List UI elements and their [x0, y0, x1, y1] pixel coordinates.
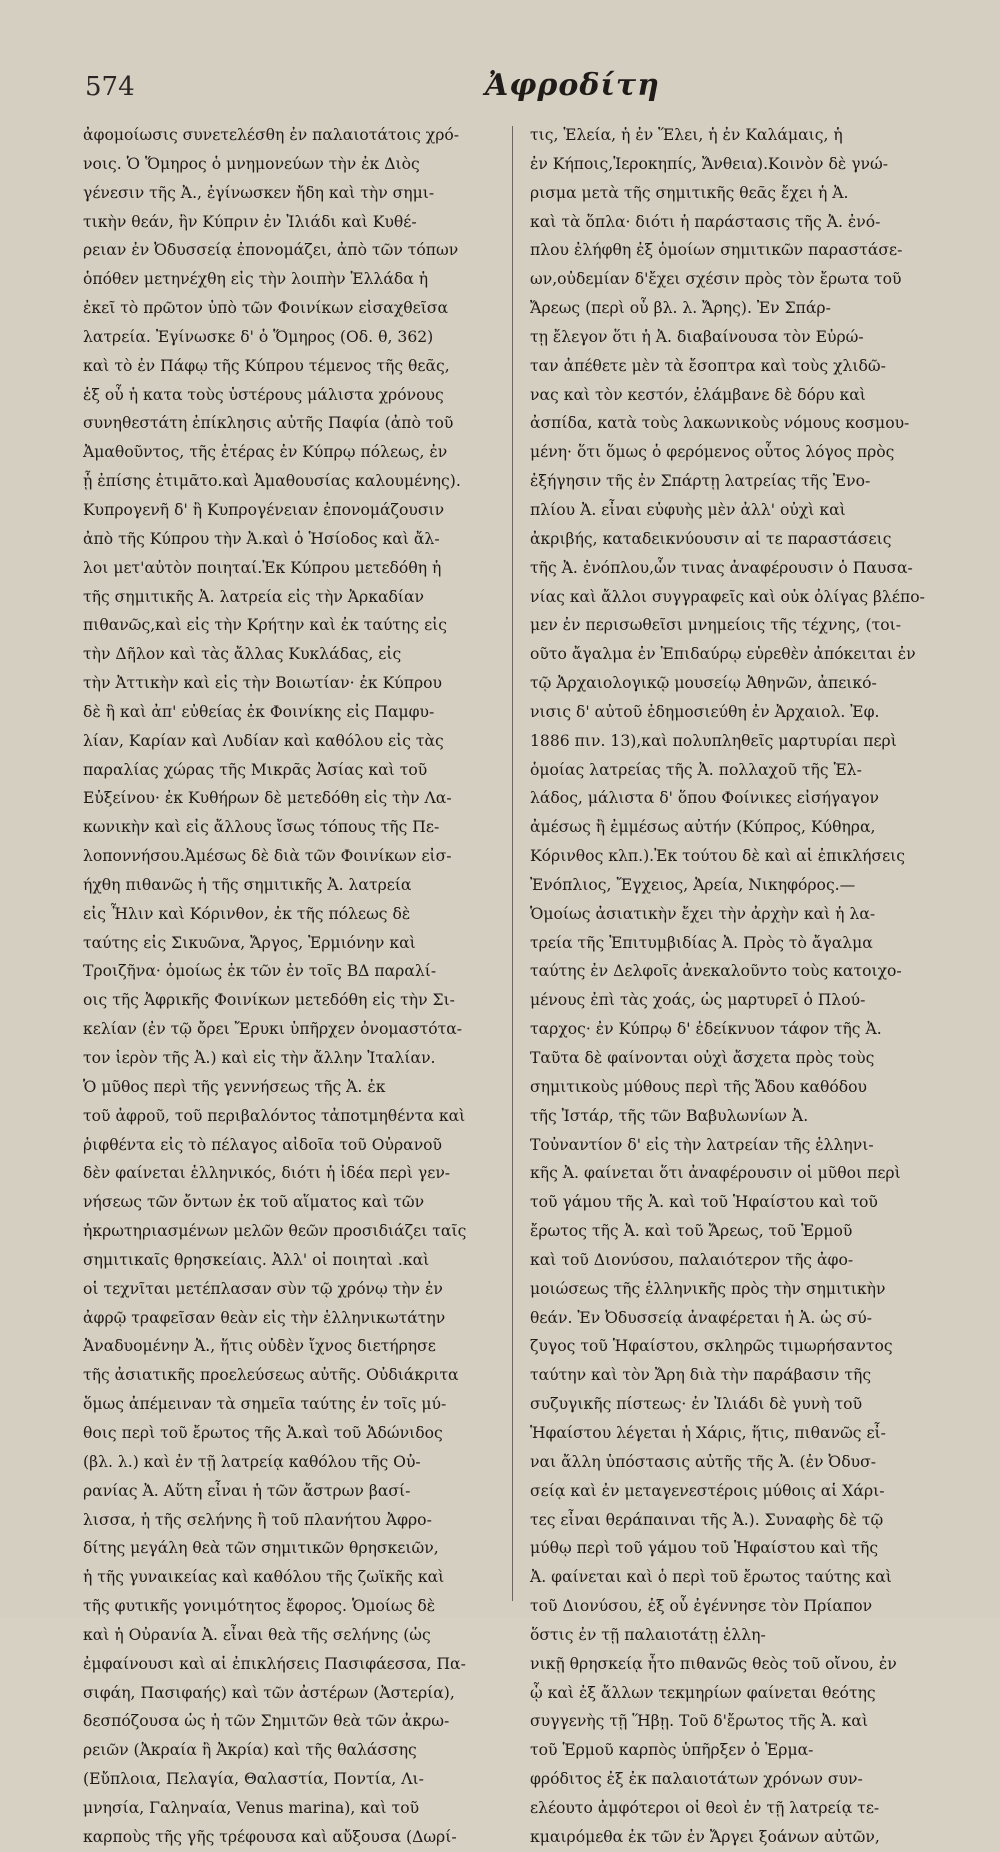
page-header: [85, 62, 940, 112]
column-divider: [512, 126, 513, 1601]
right-column-text: τις, Ἑλεία, ἡ ἐν Ἕλει, ἡ ἐν Καλάμαις, ἡ ἐν Κήποις,Ἱεροκηπίς, Ἄνθεια).Κοινὸν δὲ γνώ- ρισμα μετὰ τῆς σημιτικῆς θεᾶς ἔχει ἡ Ἀ. καὶ τὰ ὅπλα· διότι ἡ παράστασις τῆς Ἀ. ἐνό- πλου ἐλήφθη ἐξ ὁμοίων σημιτικῶν παραστάσε- ων,οὐδεμίαν δ'ἔχει σχέσιν πρὸς τὸν ἔρωτα τοῦ Ἄρεως (περὶ οὗ βλ. λ. Ἄρης). Ἐν Σπάρ- τῃ ἔλεγον ὅτι ἡ Ἀ. διαβαίνουσα τὸν Εὐρώ- ταν ἀπέθετε μὲν τὰ ἔσοπτρα καὶ τοὺς χλιδῶ- νας καὶ τὸν κεστόν, ἐλάμβανε δὲ δόρυ καὶ ἀσπίδα, κατὰ τοὺς λακωνικοὺς νόμους κοσμου- μένη· ὅτι ὅμως ὁ φερόμενος οὗτος λόγος πρὸς ἐξήγησιν τῆς ἐν Σπάρτῃ λατρείας τῆς Ἐνο- πλίου Ἀ. εἶναι εὐφυὴς μὲν ἀλλ' οὐχὶ καὶ ἀκριβής, καταδεικνύουσιν αἱ τε παραστάσεις τῆς Ἀ. ἐνόπλου,ὧν τινας ἀναφέρουσιν ὁ Παυσα- νίας καὶ ἄλλοι συγγραφεῖς καὶ οὐκ ὀλίγας βλέπο- μεν ἐν περισωθεῖσι μνημείοις τῆς τέχνης, (τοι- οῦτο ἄγαλμα ἐν Ἐπιδαύρῳ εὑρεθὲν ἀπόκειται ἐν τῷ Ἀρχαιολογικῷ μουσείῳ Ἀθηνῶν, ἀπεικό- νισις δ' αὐτοῦ ἐδημοσιεύθη ἐν Ἀρχαιολ. Ἐφ. 1886 πιν. 13),καὶ πολυπληθεῖς μαρτυρίαι περὶ ὁμοίας λατρείας τῆς Ἀ. πολλαχοῦ τῆς Ἑλ- λάδος, μάλιστα δ' ὅπου Φοίνικες εἰσήγαγον ἀμέσως ἢ ἐμμέσως αὐτήν (Κύπρος, Κύθηρα, Κόρινθος κλπ.).Ἐκ τούτου δὲ καὶ αἱ ἐπικλήσεις Ἐνόπλιος, Ἔγχειος, Ἀρεία, Νικηφόρος.— Ὁμοίως ἀσιατικὴν ἔχει τὴν ἀρχὴν καὶ ἡ λα- τρεία τῆς Ἐπιτυμβιδίας Ἀ. Πρὸς τὸ ἄγαλμα ταύτης ἐν Δελφοῖς ἀνεκαλοῦντο τοὺς κατοιχο- μένους ἐπὶ τὰς χοάς, ὡς μαρτυρεῖ ὁ Πλού- ταρχος· ἐν Κύπρῳ δ' ἐδείκνυον τάφον τῆς Ἀ. Ταῦτα δὲ φαίνονται οὐχὶ ἄσχετα πρὸς τοὺς σημιτικοὺς μύθους περὶ τῆς Ἄδου καθόδου τῆς Ἰστάρ, τῆς τῶν Βαβυλωνίων Ἀ. Τοὐναντίον δ' εἰς τὴν λατρείαν τῆς ἑλληνι- κῆς Ἀ. φαίνεται ὅτι ἀναφέρουσιν οἱ μῦθοι περὶ τοῦ γάμου τῆς Ἀ. καὶ τοῦ Ἡφαίστου καὶ τοῦ ἔρωτος τῆς Ἀ. καὶ τοῦ Ἄρεως, τοῦ Ἑρμοῦ καὶ τοῦ Διονύσου, παλαιότερον τῆς ἀφο- μοιώσεως τῆς ἑλληνικῆς πρὸς τὴν σημιτικὴν θεάν. Ἐν Ὀδυσσείᾳ ἀναφέρεται ἡ Ἀ. ὡς σύ- ζυγος τοῦ Ἡφαίστου, σκληρῶς τιμωρήσαντος ταύτην καὶ τὸν Ἄρη διὰ τὴν παράβασιν τῆς συζυγικῆς πίστεως· ἐν Ἰλιάδι δὲ γυνὴ τοῦ Ἡφαίστου λέγεται ἡ Χάρις, ἥτις, πιθανῶς εἶ- ναι ἄλλη ὑπόστασις αὐτῆς τῆς Ἀ. (ἐν Ὀδυσ- σείᾳ καὶ ἐν μεταγενεστέροις μύθοις αἱ Χάρι- τες εἶναι θεράπαιναι τῆς Ἀ.). Συναφὴς δὲ τῷ μύθῳ περὶ τοῦ γάμου τοῦ Ἡφαίστου καὶ τῆς Ἀ. φαίνεται καὶ ὁ περὶ τοῦ ἔρωτος ταύτης καὶ τοῦ Διονύσου, ἐξ οὗ ἐγέννησε τὸν Πρίαπον ὅστις ἐν τῇ παλαιοτάτῃ ἑλλη- νικῇ θρησκείᾳ ἦτο πιθανῶς θεὸς τοῦ οἴνου, ἐν ᾧ καὶ ἐξ ἄλλων τεκμηρίων φαίνεται θεότης συγγενὴς τῇ Ἥβῃ. Τοῦ δ'ἔρωτος τῆς Ἀ. καὶ τοῦ Ἑρμοῦ καρπὸς ὑπῆρξεν ὁ Ἑρμα- φρόδιτος ἐξ ἐκ παλαιοτάτων χρόνων συν- ελέουτο ἀμφότεροι οἱ θεοὶ ἐν τῇ λατρείᾳ τε- κμαιρόμεθα ἐκ τῶν ἐν Ἄργει ξοάνων αὐτῶν,: [530, 126, 925, 1846]
left-column: [83, 121, 501, 1852]
right-column: [530, 121, 952, 1852]
left-column-text: ἀφομοίωσις συνετελέσθη ἐν παλαιοτάτοις χρό- νοις. Ὁ Ὅμηρος ὁ μνημονεύων τὴν ἐκ Διὸς γένεσιν τῆς Ἀ., ἐγίνωσκεν ἤδη καὶ τὴν σημι- τικὴν θεάν, ἣν Κύπριν ἐν Ἰλιάδι καὶ Κυθέ- ρειαν ἐν Ὀδυσσείᾳ ἐπονομάζει, ἀπὸ τῶν τόπων ὁπόθεν μετηνέχθη εἰς τὴν λοιπὴν Ἑλλάδα ἡ ἐκεῖ τὸ πρῶτον ὑπὸ τῶν Φοινίκων εἰσαχθεῖσα λατρεία. Ἐγίνωσκε δ' ὁ Ὅμηρος (Οδ. θ, 362) καὶ τὸ ἐν Πάφῳ τῆς Κύπρου τέμενος τῆς θεᾶς, ἐξ οὗ ἡ κατα τοὺς ὑστέρους μάλιστα χρόνους συνηθεστάτη ἐπίκλησις αὐτῆς Παφία (ἀπὸ τοῦ Ἀμαθοῦντος, τῆς ἑτέρας ἐν Κύπρῳ πόλεως, ἐν ᾗ ἐπίσης ἐτιμᾶτο.καὶ Ἀμαθουσίας καλουμένης). Κυπρογενῆ δ' ἢ Κυπρογένειαν ἐπονομάζουσιν ἀπὸ τῆς Κύπρου τὴν Ἀ.καὶ ὁ Ἡσίοδος καὶ ἄλ- λοι μετ'αὐτὸν ποιηταί.Ἐκ Κύπρου μετεδόθη ἡ τῆς σημιτικῆς Ἀ. λατρεία εἰς τὴν Ἀρκαδίαν πιθανῶς,καὶ εἰς τὴν Κρήτην καὶ ἐκ ταύτης εἰς τὴν Δῆλον καὶ τὰς ἄλλας Κυκλάδας, εἰς τὴν Ἀττικὴν καὶ εἰς τὴν Βοιωτίαν· ἐκ Κύπρου δὲ ἢ καὶ ἀπ' εὐθείας ἐκ Φοινίκης εἰς Παμφυ- λίαν, Καρίαν καὶ Λυδίαν καὶ καθόλου εἰς τὰς παραλίας χώρας τῆς Μικρᾶς Ἀσίας καὶ τοῦ Εὐξείνου· ἐκ Κυθήρων δὲ μετεδόθη εἰς τὴν Λα- κωνικὴν καὶ εἰς ἄλλους ἴσως τόπους τῆς Πε- λοποννήσου.Ἀμέσως δὲ διὰ τῶν Φοινίκων εἰσ- ήχθη πιθανῶς ἡ τῆς σημιτικῆς Ἀ. λατρεία εἰς Ἦλιν καὶ Κόρινθον, ἐκ τῆς πόλεως δὲ ταύτης εἰς Σικυῶνα, Ἄργος, Ἑρμιόνην καὶ Τροιζῆνα· ὁμοίως ἐκ τῶν ἐν τοῖς ΒΔ παραλί- οις τῆς Ἀφρικῆς Φοινίκων μετεδόθη εἰς τὴν Σι- κελίαν (ἐν τῷ ὄρει Ἔρυκι ὑπῆρχεν ὀνομαστότα- τον ἱερὸν τῆς Ἀ.) καὶ εἰς τὴν ἄλλην Ἰταλίαν. Ὁ μῦθος περὶ τῆς γεννήσεως τῆς Ἀ. ἐκ τοῦ ἀφροῦ, τοῦ περιβαλόντος τἀποτμηθέντα καὶ ῥιφθέντα εἰς τὸ πέλαγος αἰδοῖα τοῦ Οὐρανοῦ δὲν φαίνεται ἑλληνικός, διότι ἡ ἰδέα περὶ γεν- νήσεως τῶν ὄντων ἐκ τοῦ αἵματος καὶ τῶν ἠκρωτηριασμένων μελῶν θεῶν προσιδιάζει ταῖς σημιτικαῖς θρησκείαις. Ἀλλ' οἱ ποιηταὶ .καὶ οἱ τεχνῖται μετέπλασαν σὺν τῷ χρόνῳ τὴν ἐν ἀφρῷ τραφεῖσαν θεὰν εἰς τὴν ἑλληνικωτάτην Ἀναδυομένην Ἀ., ἥτις οὐδὲν ἴχνος διετήρησε τῆς ἀσιατικῆς προελεύσεως αὐτῆς. Οὐδιάκριτα ὅμως ἀπέμειναν τὰ σημεῖα ταύτης ἐν τοῖς μύ- θοις περὶ τοῦ ἔρωτος τῆς Ἀ.καὶ τοῦ Ἀδώνιδος (βλ. λ.) καὶ ἐν τῇ λατρείᾳ καθόλου τῆς Οὐ- ρανίας Ἀ. Αὕτη εἶναι ἡ τῶν ἄστρων βασί- λισσα, ἡ τῆς σελήνης ἢ τοῦ πλανήτου Ἀφρο- δίτης μεγάλη θεὰ τῶν σημιτικῶν θρησκειῶν, ἡ τῆς γυναικείας καὶ καθόλου τῆς ζωϊκῆς καὶ τῆς φυτικῆς γονιμότητος ἔφορος. Ὁμοίως δὲ καὶ ἡ Οὐρανία Ἀ. εἶναι θεὰ τῆς σελήνης (ὡς ἐμφαίνουσι καὶ αἱ ἐπικλήσεις Πασιφάεσσα, Πα- σιφάη, Πασιφαής) καὶ τῶν ἀστέρων (Ἀστερία), δεσπόζουσα ὡς ἡ τῶν Σημιτῶν θεὰ τῶν ἀκρω- ρειῶν (Ἀκραία ἢ Ἀκρία) καὶ τῆς θαλάσσης (Εὔπλοια, Πελαγία, Θαλαστία, Ποντία, Λι- μνησία, Γαληναία, Venus marina), καὶ τοῦ καρποὺς τῆς γῆς τρέφουσα καὶ αὔξουσα (Δωρί-: [83, 126, 467, 1846]
page-number: 574: [85, 72, 135, 102]
running-head: Ἀφροδίτη: [485, 68, 660, 103]
